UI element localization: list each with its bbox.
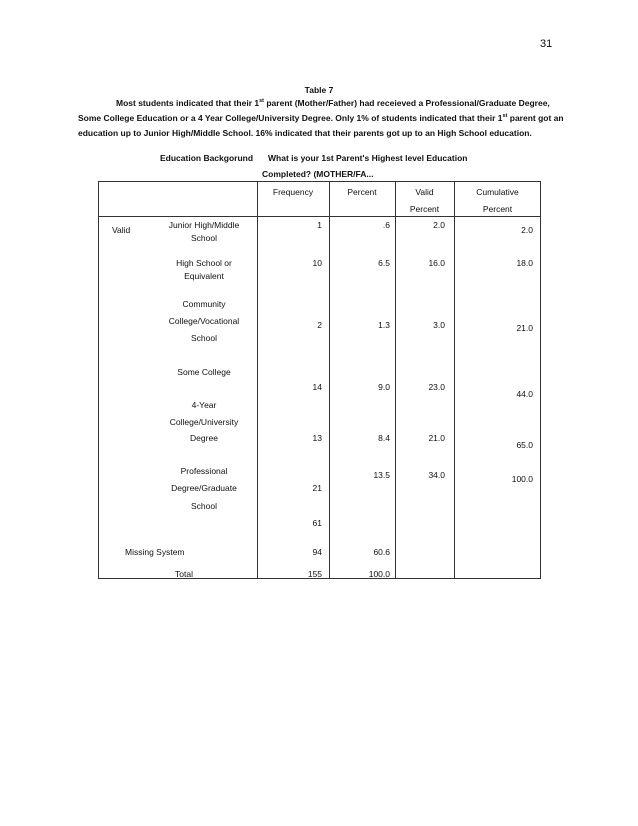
row-cumulative-percent: 2.0 xyxy=(521,225,533,235)
header-valid-percent-line-2: Percent xyxy=(409,204,440,214)
row-label-line-1: 4-Year xyxy=(191,400,217,410)
row-valid-percent: 21.0 xyxy=(428,433,445,443)
row-label-line-2: Degree/Graduate xyxy=(171,483,237,493)
row-percent: 8.4 xyxy=(378,433,390,443)
header-percent: Percent xyxy=(347,187,377,197)
row-label-line-1: Some College xyxy=(177,367,231,377)
row-label-line-2: Equivalent xyxy=(184,271,224,281)
row-percent: 13.5 xyxy=(373,470,390,480)
header-cumulative-percent-line-2: Percent xyxy=(482,204,513,214)
row-label-line-1: Junior High/Middle xyxy=(168,220,240,230)
row-percent: 6.5 xyxy=(378,258,390,268)
row-percent: 9.0 xyxy=(378,382,390,392)
row-cumulative-percent: 18.0 xyxy=(516,258,533,268)
caption-superscript-1: st xyxy=(259,98,264,105)
row-label-line-2: College/University xyxy=(169,417,239,427)
row-frequency: 13 xyxy=(312,433,322,443)
table-heading-right-line-2: Completed? (MOTHER/FA... xyxy=(262,169,374,179)
row-label-line-1: Community xyxy=(182,299,226,309)
missing-label: Missing System xyxy=(125,547,185,557)
header-frequency: Frequency xyxy=(272,187,314,197)
row-frequency: 10 xyxy=(312,258,322,268)
table-heading-right-line-1: What is your 1st Parent's Highest level Education xyxy=(268,153,468,163)
missing-percent: 60.6 xyxy=(373,547,390,557)
caption-superscript-2: st xyxy=(502,112,508,119)
row-valid-percent: 34.0 xyxy=(428,470,445,480)
row-cumulative-percent: 65.0 xyxy=(516,440,533,450)
row-frequency: 2 xyxy=(317,320,322,330)
row-cumulative-percent: 44.0 xyxy=(516,389,533,399)
row-label-line-1: High School or xyxy=(176,258,232,268)
column-divider-4 xyxy=(454,181,455,579)
row-frequency: 21 xyxy=(312,483,322,493)
row-label-line-2: College/Vocational xyxy=(168,316,240,326)
row-label-line-2: School xyxy=(191,233,217,243)
row-percent: .6 xyxy=(382,220,390,230)
total-frequency: 155 xyxy=(307,569,322,579)
table-caption xyxy=(78,96,568,140)
row-label-line-1: Professional xyxy=(180,466,228,476)
total-percent: 100.0 xyxy=(368,569,390,579)
row-cumulative-percent: 21.0 xyxy=(516,323,533,333)
header-cumulative-percent-line-1: Cumulative xyxy=(476,187,519,197)
table-heading-left: Education Backgorund xyxy=(160,153,254,163)
table-title: Table 7 xyxy=(304,85,334,95)
row-label-line-3: School xyxy=(191,333,217,343)
total-label: Total xyxy=(175,569,193,579)
missing-frequency: 94 xyxy=(312,547,322,557)
caption-part-2: parent (Mother/Father) had receieved a Professional/Graduate Degree, Some College Education or a 4 Year College/University Degree. Only 1% of students indicated that their 1 xyxy=(78,98,550,123)
row-frequency: 1 xyxy=(317,220,322,230)
row-valid-percent: 2.0 xyxy=(433,220,445,230)
header-valid-percent-line-1: Valid xyxy=(415,187,434,197)
row-valid-percent: 23.0 xyxy=(428,382,445,392)
row-cumulative-percent: 100.0 xyxy=(511,474,533,484)
row-percent: 1.3 xyxy=(378,320,390,330)
valid-total-frequency: 61 xyxy=(312,518,322,528)
row-frequency: 14 xyxy=(312,382,322,392)
row-label-line-3: School xyxy=(191,501,217,511)
row-label-line-3: Degree xyxy=(190,433,218,443)
caption-part-1: Most students indicated that their 1 xyxy=(116,98,260,108)
valid-group-label: Valid xyxy=(112,225,131,235)
row-valid-percent: 16.0 xyxy=(428,258,445,268)
row-valid-percent: 3.0 xyxy=(433,320,445,330)
caption-part-3: parent got an education up to Junior High/Middle School. 16% indicated that their parents got up to an High School education. xyxy=(78,112,564,138)
page-number: 31 xyxy=(540,38,553,50)
